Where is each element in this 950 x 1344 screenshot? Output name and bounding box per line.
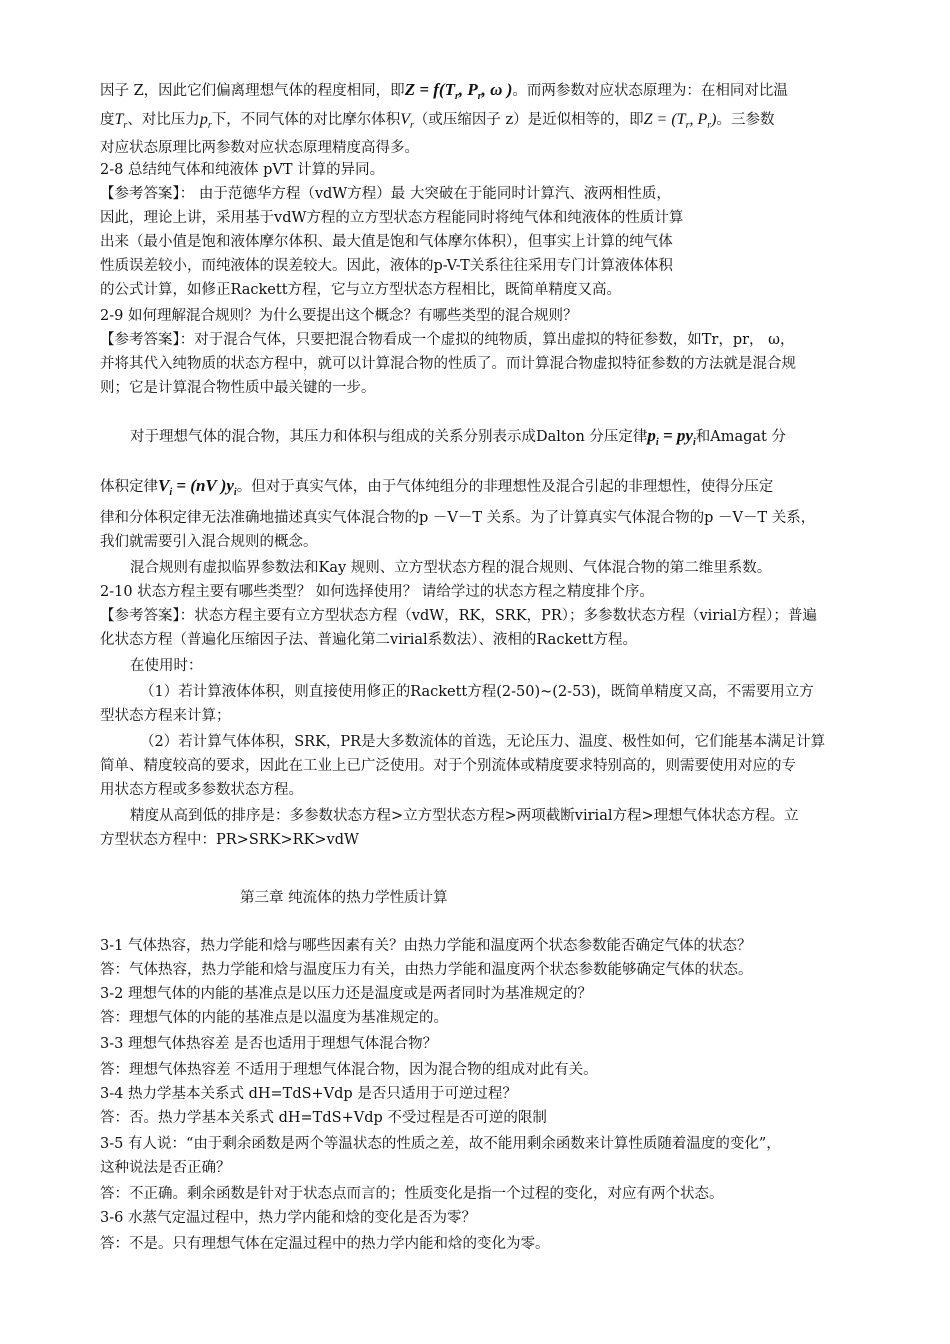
text-run: 对于理想气体的混合物，其压力和体积与组成的关系分别表示成Dalton 分压定律: [130, 429, 648, 445]
subscript: r: [123, 120, 128, 131]
text-line: 方型状态方程中：PR>SRK>RK>vdW: [100, 832, 359, 848]
formula-part: Z = (T: [643, 111, 686, 128]
text-line: [100, 476, 773, 503]
text-line: 精度从高到低的排序是：多参数状态方程>立方型状态方程>两项截断virial方程>理想气体状态方程。立: [130, 808, 799, 824]
answer-line: 答：气体热容，热力学能和焓与温度压力有关，由热力学能和温度两个状态参数能够确定气体的状态。: [100, 962, 753, 978]
question-3-5: 3-5 有人说：“由于剩余函数是两个等温状态的性质之差，故不能用剩余函数来计算性质随着温度的变化”，: [100, 1136, 781, 1152]
formula-z-f: [404, 80, 513, 102]
answer-line: 因此，理论上讲，采用基于vdW方程的立方型状态方程能同时将纯气体和纯液体的性质计算: [100, 210, 684, 226]
answer-line: 化状态方程（普遍化压缩因子法、普遍化第二virial系数法）、液相的Rackett方程。: [100, 632, 637, 648]
formula-part: V: [400, 111, 410, 128]
text-line: 型状态方程来计算；: [100, 708, 231, 724]
subscript: r: [477, 91, 482, 102]
text-line: 用状态方程或多参数状态方程。: [100, 782, 303, 798]
text-line: 律和分体积定律无法准确地描述真实气体混合物的p －V－T 关系。为了计算真实气体混合物的p －V－T 关系，: [100, 510, 816, 526]
formula-amagat: [158, 476, 237, 498]
question-2-10: 2-10 状态方程主要有哪些类型？ 如何选择使用？ 请给学过的状态方程之精度排个序。: [100, 584, 654, 600]
text-run: 。而两参数对应状态原理为：在相同对比温: [512, 83, 788, 99]
text-line: 在使用时：: [130, 658, 203, 674]
text-line: 对应状态原理比两参数对应状态原理精度高得多。: [100, 140, 419, 156]
formula-part: p: [647, 426, 656, 445]
text-line: [130, 426, 786, 453]
chapter-title: 第三章 纯流体的热力学性质计算: [240, 890, 448, 906]
formula-part: Z = f(T: [404, 80, 455, 99]
formula-part: ): [711, 111, 717, 128]
text-line: 混合规则有虚拟临界参数法和Kay 规则、立方型状态方程的混合规则、气体混合物的第二维里系数。: [130, 560, 772, 576]
answer-line: 出来（最小值是饱和液体摩尔体积、最大值是饱和气体摩尔体积），但事实上计算的纯气体: [100, 234, 673, 250]
text-run: 、对比压力: [127, 112, 200, 128]
question-3-1: 3-1 气体热容，热力学能和焓与哪些因素有关？由热力学能和温度两个状态参数能否确定气体的状态？: [100, 938, 752, 954]
formula-part: , ω ): [481, 80, 513, 99]
text-run: 度: [100, 112, 115, 128]
subscript: r: [410, 120, 414, 131]
answer-line: 并将其代入纯物质的状态方程中，就可以计算混合物的性质了。而计算混合物虚拟特征参数的方法就是混合规: [100, 356, 796, 372]
formula-part: V: [158, 476, 170, 495]
formula-part: , P: [689, 111, 708, 128]
question-3-6: 3-6 水蒸气定温过程中，热力学内能和焓的变化是否为零？: [100, 1210, 476, 1226]
text-run: 和Amagat 分: [695, 429, 786, 445]
subscript: i: [692, 437, 696, 448]
question-3-2: 3-2 理想气体的内能的基准点是以压力还是温度或是两者同时为基准规定的？: [100, 986, 592, 1002]
formula-dalton: [647, 426, 696, 448]
symbol-tr: [114, 111, 128, 131]
answer-line: 【参考答案】：状态方程主要有立方型状态方程（vdW，RK，SRK，PR）；多参数状态方程（virial方程）；普遍: [100, 608, 817, 624]
text-line: 简单、精度较高的要求，因此在工业上已广泛使用。对于个别流体或精度要求特别高的，则需要使用对应的专: [100, 758, 796, 774]
text-run: （或压缩因子 z）是近似相等的，即: [413, 112, 644, 128]
answer-line: 答：否。热力学基本关系式 dH=TdS+Vdp 不受过程是否可逆的限制: [100, 1110, 547, 1126]
formula-part: , P: [458, 80, 478, 99]
answer-line: 【参考答案】： 由于范德华方程（vdW方程）最 大突破在于能同时计算汽、液两相性质，: [100, 186, 671, 202]
text-line: （2）若计算气体体积，SRK，PR是大多数流体的首选，无论压力、温度、极性如何，它们能基本满足计算: [140, 734, 826, 750]
subscript: r: [707, 120, 712, 131]
text-line: [100, 80, 788, 107]
answer-line: 的公式计算，如修正Rackett方程，它与立方型状态方程相比，既简单精度又高。: [100, 282, 622, 298]
subscript: r: [454, 91, 459, 102]
answer-line: 答：不是。只有理想气体在定温过程中的热力学内能和焓的变化为零。: [100, 1236, 550, 1252]
text-run: 。三参数: [716, 112, 775, 128]
subscript: r: [685, 120, 690, 131]
text-run: 因子 Z，因此它们偏离理想气体的程度相同，即: [100, 83, 405, 99]
subscript: r: [207, 120, 212, 131]
question-2-8: 2-8 总结纯气体和纯液体 pVT 计算的异同。: [100, 162, 385, 178]
subscript: i: [655, 437, 659, 448]
text-line: 这种说法是否正确？: [100, 1160, 231, 1176]
formula-z-tp: [643, 111, 717, 131]
answer-line: 答：理想气体的内能的基准点是以温度为基准规定的。: [100, 1010, 448, 1026]
symbol-pr: [199, 111, 212, 131]
formula-part: T: [114, 111, 124, 128]
symbol-vr: [400, 111, 414, 131]
text-run: 下，不同气体的对比摩尔体积: [211, 112, 401, 128]
answer-line: 【参考答案】：对于混合气体，只要把混合物看成一个虚拟的纯物质，算出虚拟的特征参数，如Tr，pr， ω，: [100, 332, 795, 348]
text-run: 。但对于真实气体，由于气体纯组分的非理想性及混合引起的非理想性，使得分压定: [236, 479, 774, 495]
text-line: 我们就需要引入混合规则的概念。: [100, 534, 318, 550]
question-2-9: 2-9 如何理解混合规则？为什么要提出这个概念？有哪些类型的混合规则？: [100, 308, 578, 324]
question-3-3: 3-3 理想气体热容差 是否也适用于理想气体混合物？: [100, 1036, 438, 1052]
text-line: （1）若计算液体体积，则直接使用修正的Rackett方程(2-50)~(2-53)，既简单精度又高，不需要用立方: [140, 684, 814, 700]
formula-part: p: [199, 111, 208, 128]
answer-line: 性质误差较小，而纯液体的误差较大。因此，液体的p-V-T关系往往采用专门计算液体体积: [100, 258, 673, 274]
subscript: i: [233, 487, 237, 498]
subscript: i: [169, 487, 173, 498]
answer-line: 则；它是计算混合物性质中最关键的一步。: [100, 380, 376, 396]
answer-line: 答：理想气体热容差 不适用于理想气体混合物，因为混合物的组成对此有关。: [100, 1062, 598, 1078]
text-run: 体积定律: [100, 479, 158, 495]
question-3-4: 3-4 热力学基本关系式 dH=TdS+Vdp 是否只适用于可逆过程？: [100, 1086, 517, 1102]
text-line: [100, 110, 775, 136]
formula-part: = (nV )y: [172, 476, 234, 495]
answer-line: 答：不正确。剩余函数是针对于状态点而言的；性质变化是指一个过程的变化，对应有两个状态。: [100, 1186, 724, 1202]
formula-part: = py: [658, 426, 693, 445]
